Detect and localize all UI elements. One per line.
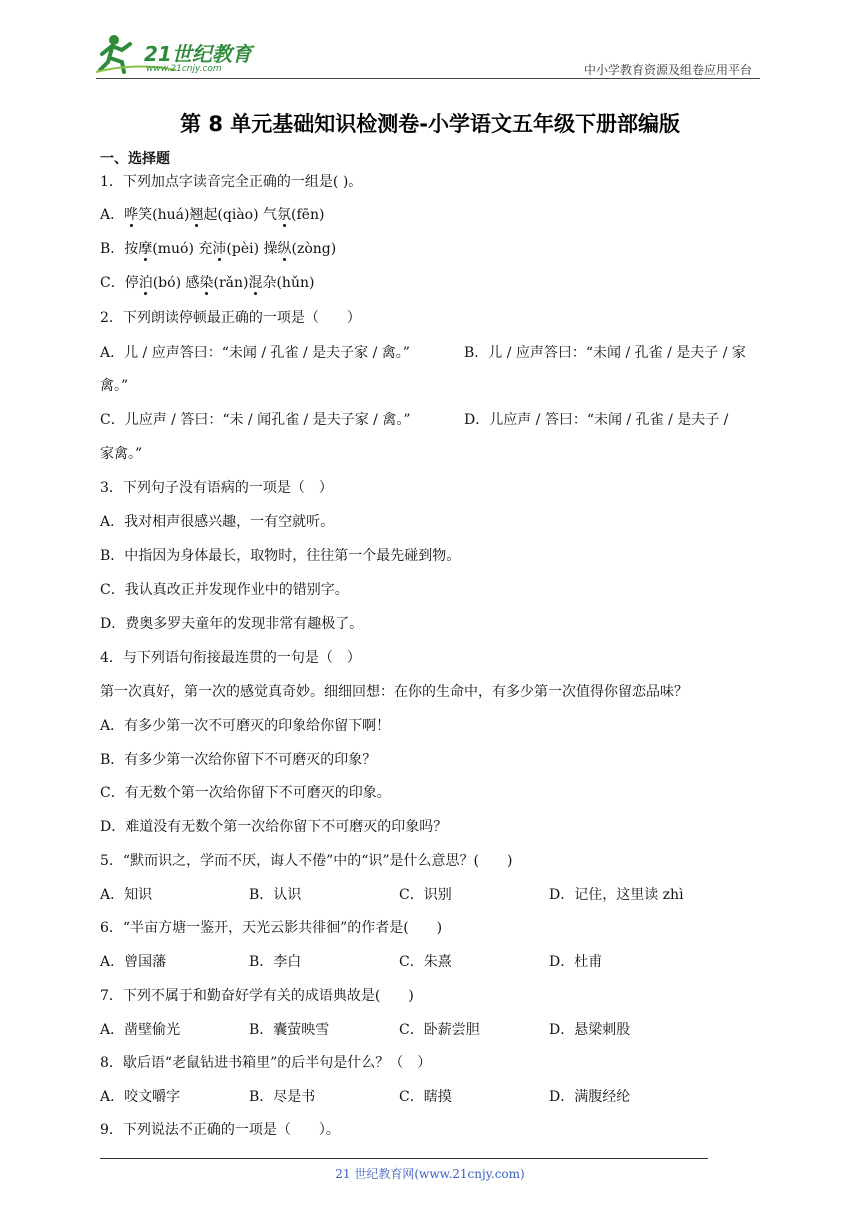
- document-title: 第 8 单元基础知识检测卷-小学语文五年级下册部编版: [180, 112, 680, 136]
- q5-option-d: D．记住，这里读 zhì: [549, 887, 684, 903]
- q2-option-c: C．儿应声 / 答曰：“未 / 闻孔雀 / 是夫子家 / 禽。”: [100, 412, 411, 428]
- q4-option-b: B．有多少第一次给你留下不可磨灭的印象？: [100, 752, 377, 768]
- section-heading: 一、选择题: [100, 151, 170, 167]
- q5-option-b: B．认识: [249, 887, 302, 903]
- q8-option-c: C．瞎摸: [399, 1089, 452, 1105]
- q4-stem: 4．与下列语句衔接最连贯的一句是（ ）: [100, 650, 361, 666]
- q1-option-a: A．哗笑(huá)翘起(qiào) 气氛(fēn): [100, 207, 325, 223]
- q9-stem: 9．下列说法不正确的一项是（ ）。: [100, 1122, 340, 1138]
- q4-option-c: C．有无数个第一次给你留下不可磨灭的印象。: [100, 785, 391, 801]
- footer-rule: [100, 1158, 708, 1159]
- q7-option-d: D．悬梁刺股: [549, 1022, 631, 1038]
- q2-option-b: B．儿 / 应声答曰：“未闻 / 孔雀 / 是夫子 / 家: [464, 345, 746, 361]
- q8-option-b: B．尽是书: [249, 1089, 316, 1105]
- q3-option-d: D．费奥多罗夫童年的发现非常有趣极了。: [100, 616, 364, 632]
- q7-stem: 7．下列不属于和勤奋好学有关的成语典故是( ): [100, 988, 414, 1004]
- q2-option-d-cont: 家禽。”: [100, 446, 143, 462]
- q7-option-b: B．囊萤映雪: [249, 1022, 330, 1038]
- q2-option-b-cont: 禽。”: [100, 378, 129, 394]
- platform-name: 中小学教育资源及组卷应用平台: [583, 63, 752, 77]
- q6-option-c: C．朱熹: [399, 954, 452, 970]
- q1-option-b: B．按摩(muó) 充沛(pèi) 操纵(zòng): [100, 241, 337, 257]
- q5-option-c: C．识别: [399, 887, 452, 903]
- page-header: [96, 28, 760, 80]
- q1-stem: 1．下列加点字读音完全正确的一组是( )。: [100, 174, 363, 190]
- q3-stem: 3．下列句子没有语病的一项是（ ）: [100, 480, 333, 496]
- q7-option-a: A．凿壁偷光: [100, 1022, 181, 1038]
- q8-option-a: A．咬文嚼字: [100, 1089, 181, 1105]
- q5-option-a: A．知识: [100, 887, 153, 903]
- q4-option-a: A．有多少第一次不可磨灭的印象给你留下啊！: [100, 718, 391, 734]
- q4-option-d: D．难道没有无数个第一次给你留下不可磨灭的印象吗？: [100, 819, 448, 835]
- q1-option-c: C．停泊(bó) 感染(rǎn)混杂(hǔn): [100, 275, 315, 291]
- q2-stem: 2．下列朗读停顿最正确的一项是（ ）: [100, 310, 361, 326]
- logo: [96, 32, 266, 76]
- logo-text: 21世纪教育: [144, 42, 252, 66]
- q3-option-a: A．我对相声很感兴趣，一有空就听。: [100, 514, 335, 530]
- logo-url: www.21cnjy.com: [146, 64, 222, 74]
- q8-stem: 8．歇后语“老鼠钻进书箱里”的后半句是什么？（ ）: [100, 1055, 432, 1071]
- q4-passage: 第一次真好，第一次的感觉真奇妙。细细回想：在你的生命中，有多少第一次值得你留恋品味？: [100, 684, 688, 700]
- q2-option-d: D．儿应声 / 答曰：“未闻 / 孔雀 / 是夫子 /: [464, 412, 729, 428]
- q3-option-b: B．中指因为身体最长，取物时，往往第一个最先碰到物。: [100, 548, 461, 564]
- q8-option-d: D．满腹经纶: [549, 1089, 631, 1105]
- q6-option-b: B．李白: [249, 954, 302, 970]
- q2-option-a: A．儿 / 应声答曰：“未闻 / 孔雀 / 是夫子家 / 禽。”: [100, 345, 410, 361]
- q6-option-a: A．曾国藩: [100, 954, 167, 970]
- footer-text[interactable]: 21 世纪教育网(www.21cnjy.com): [335, 1167, 525, 1181]
- q3-option-c: C．我认真改正并发现作业中的错别字。: [100, 582, 349, 598]
- q5-stem: 5．“默而识之，学而不厌，诲人不倦”中的“识”是什么意思？( ): [100, 853, 513, 869]
- q6-option-d: D．杜甫: [549, 954, 603, 970]
- header-rule: [96, 78, 760, 79]
- q6-stem: 6．“半亩方塘一鉴开，天光云影共徘徊”的作者是( ): [100, 920, 443, 936]
- q7-option-c: C．卧薪尝胆: [399, 1022, 480, 1038]
